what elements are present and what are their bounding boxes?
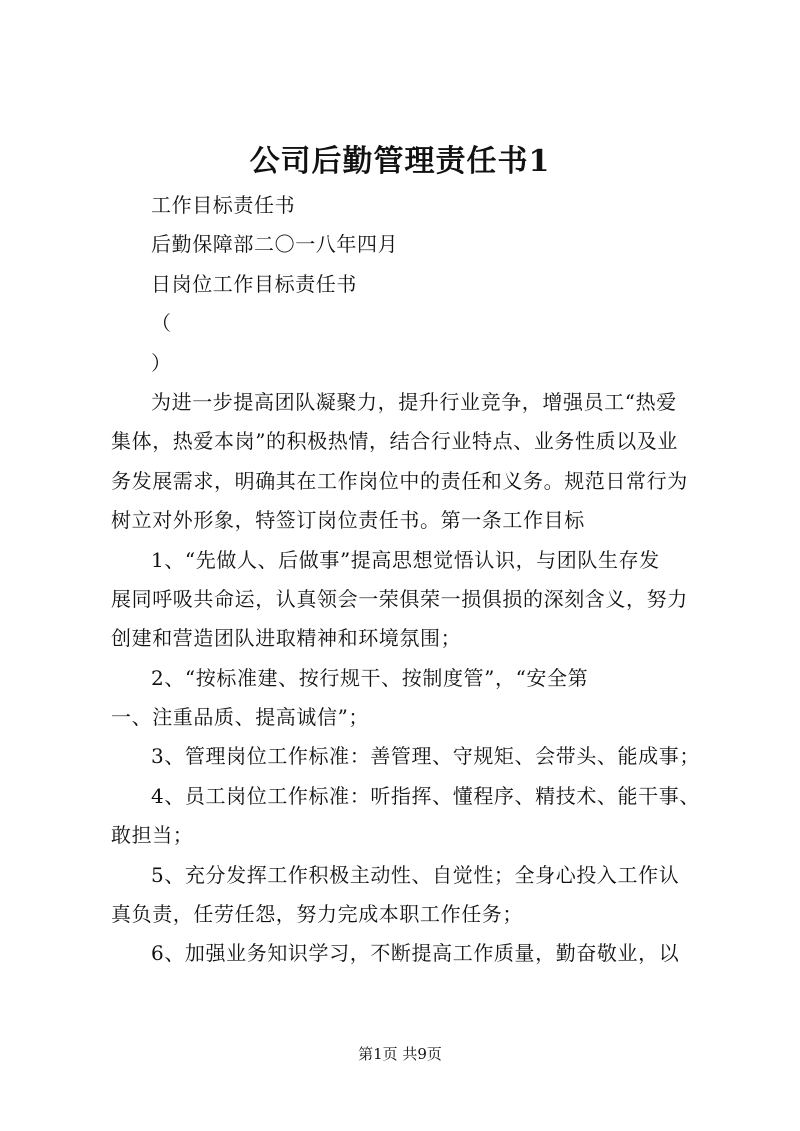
body-line: 为进一步提高团队凝聚力，提升行业竞争，增强员工“热爱: [151, 389, 677, 414]
body-line: 展同呼吸共命运，认真领会一荣俱荣一损俱损的深刻含义，努力: [111, 586, 688, 611]
body-line: 5、充分发挥工作积极主动性、自觉性；全身心投入工作认: [151, 862, 680, 887]
body-line: 集体，热爱本岗”的积极热情，结合行业特点、业务性质以及业: [111, 429, 679, 454]
body-line: 1、“先做人、后做事”提高思想觉悟认识，与团队生存发: [151, 547, 660, 572]
body-line: 树立对外形象，特签订岗位责任书。第一条工作目标: [111, 508, 585, 533]
body-line: 6、加强业务知识学习，不断提高工作质量，勤奋敬业，以: [151, 941, 680, 966]
body-line: 一、注重品质、提高诚信”；: [111, 705, 370, 730]
body-line: 后勤保障部二〇一八年四月: [151, 232, 399, 257]
body-line: 日岗位工作目标责任书: [151, 271, 357, 296]
body-line: 4、员工岗位工作标准：听指挥、懂程序、精技术、能干事、: [151, 783, 700, 808]
page-footer: 第1页 共9页: [358, 1045, 442, 1063]
body-line: 敢担当；: [111, 823, 194, 848]
document-title: 公司后勤管理责任书1: [249, 144, 551, 179]
body-line: ）: [151, 350, 172, 375]
body-line: 工作目标责任书: [151, 193, 296, 217]
body-line: 创建和营造团队进取精神和环境氛围；: [111, 626, 462, 651]
body-line: 真负责，任劳任怨，努力完成本职工作任务；: [111, 902, 523, 927]
body-line: 3、管理岗位工作标准：善管理、守规矩、会带头、能成事；: [151, 744, 700, 769]
body-line: 务发展需求，明确其在工作岗位中的责任和义务。规范日常行为: [111, 468, 688, 493]
document-body: [111, 186, 711, 974]
body-line: 2、“按标准建、按行规干、按制度管”，“安全第: [151, 665, 589, 690]
body-line: （: [151, 311, 172, 336]
